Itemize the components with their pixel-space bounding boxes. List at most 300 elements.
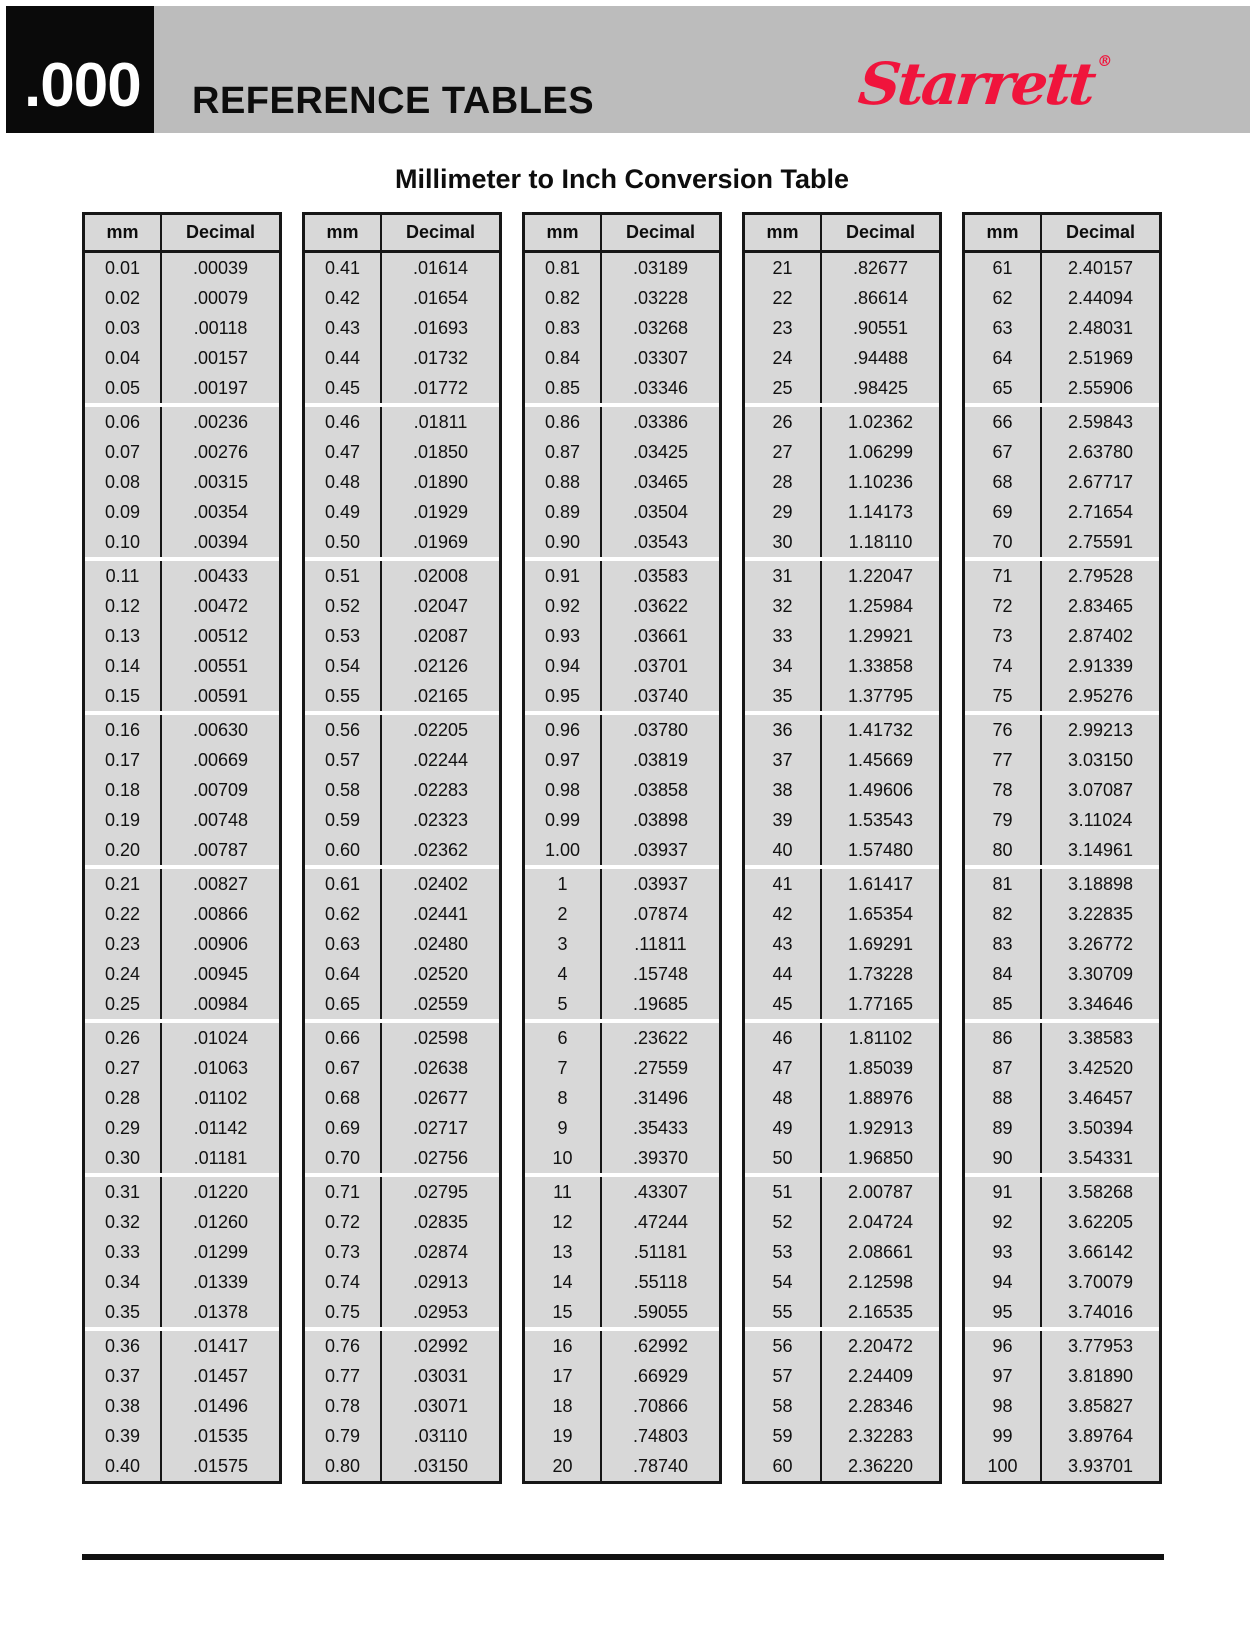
- decimal-cell: .98425: [822, 373, 939, 403]
- table-row: [525, 805, 719, 835]
- table-row-group: [965, 1331, 1159, 1481]
- mm-cell: 13: [525, 1237, 602, 1267]
- mm-cell: 88: [965, 1083, 1042, 1113]
- decimal-cell: 2.32283: [822, 1421, 939, 1451]
- table-header-row: [305, 215, 499, 253]
- decimal-cell: 2.59843: [1042, 407, 1159, 437]
- decimal-cell: .02992: [382, 1331, 499, 1361]
- decimal-cell: .01890: [382, 467, 499, 497]
- mm-cell: 0.95: [525, 681, 602, 711]
- table-row: [965, 651, 1159, 681]
- table-row: [965, 373, 1159, 403]
- mm-cell: 0.57: [305, 745, 382, 775]
- mm-cell: 0.66: [305, 1023, 382, 1053]
- decimal-cell: 2.55906: [1042, 373, 1159, 403]
- mm-cell: 54: [745, 1267, 822, 1297]
- decimal-cell: 3.38583: [1042, 1023, 1159, 1053]
- table-row: [745, 1451, 939, 1481]
- decimal-cell: 3.18898: [1042, 869, 1159, 899]
- decimal-cell: .00630: [162, 715, 279, 745]
- table-row: [525, 1297, 719, 1327]
- table-row: [745, 253, 939, 283]
- decimal-cell: .00118: [162, 313, 279, 343]
- decimal-cell: 3.66142: [1042, 1237, 1159, 1267]
- table-row: [745, 805, 939, 835]
- decimal-cell: .02205: [382, 715, 499, 745]
- mm-cell: 91: [965, 1177, 1042, 1207]
- decimal-cell: .03307: [602, 343, 719, 373]
- mm-cell: 0.39: [85, 1421, 162, 1451]
- decimal-cell: .03937: [602, 869, 719, 899]
- decimal-cell: 1.69291: [822, 929, 939, 959]
- mm-cell: 86: [965, 1023, 1042, 1053]
- decimal-cell: .03740: [602, 681, 719, 711]
- decimal-cell: 3.50394: [1042, 1113, 1159, 1143]
- decimal-cell: 1.14173: [822, 497, 939, 527]
- mm-cell: 0.27: [85, 1053, 162, 1083]
- mm-cell: 3: [525, 929, 602, 959]
- mm-cell: 0.67: [305, 1053, 382, 1083]
- mm-cell: 80: [965, 835, 1042, 865]
- mm-cell: 18: [525, 1391, 602, 1421]
- decimal-cell: 2.79528: [1042, 561, 1159, 591]
- mm-cell: 94: [965, 1267, 1042, 1297]
- table-row: [965, 1083, 1159, 1113]
- mm-cell: 2: [525, 899, 602, 929]
- mm-cell: 0.31: [85, 1177, 162, 1207]
- decimal-cell: 1.25984: [822, 591, 939, 621]
- mm-cell: 81: [965, 869, 1042, 899]
- decimal-cell: .02677: [382, 1083, 499, 1113]
- decimal-cell: .00276: [162, 437, 279, 467]
- decimal-cell: .00039: [162, 253, 279, 283]
- mm-cell: 77: [965, 745, 1042, 775]
- decimal-cell: .15748: [602, 959, 719, 989]
- table-row: [525, 745, 719, 775]
- table-row: [525, 283, 719, 313]
- decimal-cell: 3.42520: [1042, 1053, 1159, 1083]
- mm-cell: 0.84: [525, 343, 602, 373]
- table-row: [85, 527, 279, 557]
- decimal-cell: .00157: [162, 343, 279, 373]
- table-row: [745, 1361, 939, 1391]
- table-row: [305, 1113, 499, 1143]
- table-row-group: [85, 561, 279, 711]
- decimal-cell: .01142: [162, 1113, 279, 1143]
- decimal-cell: .03110: [382, 1421, 499, 1451]
- mm-cell: 7: [525, 1053, 602, 1083]
- mm-cell: 31: [745, 561, 822, 591]
- mm-cell: 24: [745, 343, 822, 373]
- decimal-cell: .00354: [162, 497, 279, 527]
- table-row: [745, 1023, 939, 1053]
- mm-cell: 0.74: [305, 1267, 382, 1297]
- decimal-cell: .01457: [162, 1361, 279, 1391]
- table-row: [305, 1083, 499, 1113]
- decimal-cell: 2.71654: [1042, 497, 1159, 527]
- table-row: [745, 1177, 939, 1207]
- mm-cell: 0.62: [305, 899, 382, 929]
- decimal-cell: .03780: [602, 715, 719, 745]
- table-row: [525, 561, 719, 591]
- conversion-table: [962, 212, 1162, 1484]
- table-row: [305, 1177, 499, 1207]
- decimal-cell: 2.91339: [1042, 651, 1159, 681]
- table-row: [745, 869, 939, 899]
- decimal-cell: .00433: [162, 561, 279, 591]
- decimal-cell: .02559: [382, 989, 499, 1019]
- decimal-cell: .00984: [162, 989, 279, 1019]
- mm-cell: 50: [745, 1143, 822, 1173]
- decimal-cell: .02244: [382, 745, 499, 775]
- table-row: [85, 651, 279, 681]
- mm-cell: 87: [965, 1053, 1042, 1083]
- table-row: [85, 775, 279, 805]
- mm-cell: 93: [965, 1237, 1042, 1267]
- decimal-cell: .01102: [162, 1083, 279, 1113]
- decimal-cell: .03425: [602, 437, 719, 467]
- mm-cell: 79: [965, 805, 1042, 835]
- mm-cell: 0.79: [305, 1421, 382, 1451]
- decimal-cell: .03819: [602, 745, 719, 775]
- table-row-group: [305, 1331, 499, 1481]
- table-row-group: [305, 715, 499, 865]
- mm-cell: 0.86: [525, 407, 602, 437]
- mm-cell: 75: [965, 681, 1042, 711]
- decimal-cell: .78740: [602, 1451, 719, 1481]
- column-header-mm: mm: [525, 215, 602, 250]
- table-row: [745, 1391, 939, 1421]
- mm-cell: 85: [965, 989, 1042, 1019]
- decimal-cell: 2.04724: [822, 1207, 939, 1237]
- table-row: [85, 497, 279, 527]
- decimal-cell: .03268: [602, 313, 719, 343]
- table-row: [965, 835, 1159, 865]
- table-row: [525, 929, 719, 959]
- mm-cell: 0.08: [85, 467, 162, 497]
- mm-cell: 0.25: [85, 989, 162, 1019]
- mm-cell: 43: [745, 929, 822, 959]
- table-row: [745, 621, 939, 651]
- mm-cell: 1: [525, 869, 602, 899]
- decimal-cell: .03150: [382, 1451, 499, 1481]
- table-row: [965, 929, 1159, 959]
- table-row: [85, 869, 279, 899]
- table-row-group: [965, 1177, 1159, 1327]
- table-row-group: [305, 869, 499, 1019]
- table-row: [965, 313, 1159, 343]
- decimal-cell: .27559: [602, 1053, 719, 1083]
- mm-cell: 97: [965, 1361, 1042, 1391]
- decimal-cell: .74803: [602, 1421, 719, 1451]
- decimal-cell: .01299: [162, 1237, 279, 1267]
- decimal-cell: .00866: [162, 899, 279, 929]
- mm-cell: 99: [965, 1421, 1042, 1451]
- decimal-cell: .02638: [382, 1053, 499, 1083]
- decimal-cell: .02717: [382, 1113, 499, 1143]
- mm-cell: 96: [965, 1331, 1042, 1361]
- table-row: [85, 1451, 279, 1481]
- table-row: [525, 1083, 719, 1113]
- table-row-group: [525, 407, 719, 557]
- mm-cell: 66: [965, 407, 1042, 437]
- table-row: [745, 651, 939, 681]
- table-row: [745, 283, 939, 313]
- decimal-cell: 2.40157: [1042, 253, 1159, 283]
- table-row: [965, 467, 1159, 497]
- mm-cell: 35: [745, 681, 822, 711]
- mm-cell: 0.53: [305, 621, 382, 651]
- decimal-cell: 1.45669: [822, 745, 939, 775]
- decimal-cell: 2.16535: [822, 1297, 939, 1327]
- table-row: [745, 1267, 939, 1297]
- mm-cell: 53: [745, 1237, 822, 1267]
- table-row: [85, 1113, 279, 1143]
- table-row: [305, 343, 499, 373]
- table-row: [305, 1143, 499, 1173]
- table-row: [745, 1331, 939, 1361]
- mm-cell: 60: [745, 1451, 822, 1481]
- table-row: [745, 1297, 939, 1327]
- mm-cell: 0.96: [525, 715, 602, 745]
- table-row: [525, 989, 719, 1019]
- table-row: [965, 1053, 1159, 1083]
- mm-cell: 0.97: [525, 745, 602, 775]
- mm-cell: 100: [965, 1451, 1042, 1481]
- mm-cell: 0.99: [525, 805, 602, 835]
- mm-cell: 46: [745, 1023, 822, 1053]
- decimal-cell: .02402: [382, 869, 499, 899]
- mm-cell: 84: [965, 959, 1042, 989]
- table-row: [305, 1421, 499, 1451]
- table-row: [745, 989, 939, 1019]
- decimal-cell: 3.11024: [1042, 805, 1159, 835]
- decimal-cell: .00315: [162, 467, 279, 497]
- mm-cell: 0.58: [305, 775, 382, 805]
- decimal-cell: 1.88976: [822, 1083, 939, 1113]
- table-row-group: [965, 869, 1159, 1019]
- mm-cell: 67: [965, 437, 1042, 467]
- mm-cell: 34: [745, 651, 822, 681]
- decimal-cell: .00787: [162, 835, 279, 865]
- table-row: [525, 651, 719, 681]
- mm-cell: 0.89: [525, 497, 602, 527]
- column-header-mm: mm: [305, 215, 382, 250]
- mm-cell: 0.06: [85, 407, 162, 437]
- table-row: [745, 959, 939, 989]
- mm-cell: 36: [745, 715, 822, 745]
- mm-cell: 4: [525, 959, 602, 989]
- decimal-cell: 2.87402: [1042, 621, 1159, 651]
- decimal-cell: 1.37795: [822, 681, 939, 711]
- decimal-cell: .02362: [382, 835, 499, 865]
- mm-cell: 78: [965, 775, 1042, 805]
- decimal-cell: .01693: [382, 313, 499, 343]
- table-row: [525, 959, 719, 989]
- table-row: [965, 1113, 1159, 1143]
- conversion-table: [742, 212, 942, 1484]
- table-header-row: [85, 215, 279, 253]
- decimal-cell: .00236: [162, 407, 279, 437]
- mm-cell: 0.15: [85, 681, 162, 711]
- decimal-cell: .00551: [162, 651, 279, 681]
- table-row: [305, 1451, 499, 1481]
- decimal-cell: 2.12598: [822, 1267, 939, 1297]
- section-code-box: [6, 6, 154, 133]
- table-row: [965, 899, 1159, 929]
- table-row: [525, 775, 719, 805]
- table-row: [85, 989, 279, 1019]
- decimal-cell: .31496: [602, 1083, 719, 1113]
- mm-cell: 82: [965, 899, 1042, 929]
- table-row: [305, 1053, 499, 1083]
- table-row: [965, 497, 1159, 527]
- decimal-cell: .23622: [602, 1023, 719, 1053]
- decimal-cell: 2.20472: [822, 1331, 939, 1361]
- decimal-cell: .03583: [602, 561, 719, 591]
- decimal-cell: 1.41732: [822, 715, 939, 745]
- mm-cell: 0.18: [85, 775, 162, 805]
- mm-cell: 0.59: [305, 805, 382, 835]
- table-row: [965, 1331, 1159, 1361]
- table-row: [85, 1237, 279, 1267]
- mm-cell: 23: [745, 313, 822, 343]
- table-row: [525, 343, 719, 373]
- mm-cell: 49: [745, 1113, 822, 1143]
- table-row: [745, 1053, 939, 1083]
- table-row: [85, 407, 279, 437]
- table-row: [965, 681, 1159, 711]
- bottom-rule: [82, 1554, 1164, 1560]
- table-row: [85, 1361, 279, 1391]
- decimal-cell: .01969: [382, 527, 499, 557]
- mm-cell: 0.50: [305, 527, 382, 557]
- mm-cell: 0.04: [85, 343, 162, 373]
- mm-cell: 0.54: [305, 651, 382, 681]
- decimal-cell: .19685: [602, 989, 719, 1019]
- decimal-cell: .01575: [162, 1451, 279, 1481]
- mm-cell: 17: [525, 1361, 602, 1391]
- decimal-cell: .59055: [602, 1297, 719, 1327]
- table-row: [525, 1023, 719, 1053]
- decimal-cell: 1.65354: [822, 899, 939, 929]
- mm-cell: 0.80: [305, 1451, 382, 1481]
- mm-cell: 0.48: [305, 467, 382, 497]
- mm-cell: 76: [965, 715, 1042, 745]
- decimal-cell: 1.73228: [822, 959, 939, 989]
- decimal-cell: .00472: [162, 591, 279, 621]
- table-row-group: [745, 715, 939, 865]
- decimal-cell: .90551: [822, 313, 939, 343]
- decimal-cell: 1.77165: [822, 989, 939, 1019]
- mm-cell: 0.72: [305, 1207, 382, 1237]
- table-row: [745, 715, 939, 745]
- mm-cell: 30: [745, 527, 822, 557]
- decimal-cell: .11811: [602, 929, 719, 959]
- decimal-cell: .03228: [602, 283, 719, 313]
- mm-cell: 15: [525, 1297, 602, 1327]
- table-row: [85, 1143, 279, 1173]
- table-row: [85, 313, 279, 343]
- mm-cell: 69: [965, 497, 1042, 527]
- decimal-cell: .94488: [822, 343, 939, 373]
- table-row: [85, 681, 279, 711]
- table-row-group: [305, 561, 499, 711]
- reference-tables-banner: [154, 6, 1250, 133]
- decimal-cell: 3.85827: [1042, 1391, 1159, 1421]
- decimal-cell: 2.51969: [1042, 343, 1159, 373]
- table-row: [525, 621, 719, 651]
- decimal-cell: 2.28346: [822, 1391, 939, 1421]
- decimal-cell: .02874: [382, 1237, 499, 1267]
- decimal-cell: .00709: [162, 775, 279, 805]
- decimal-cell: .03031: [382, 1361, 499, 1391]
- table-row: [305, 1267, 499, 1297]
- mm-cell: 0.03: [85, 313, 162, 343]
- decimal-cell: 3.70079: [1042, 1267, 1159, 1297]
- table-row: [745, 313, 939, 343]
- table-row: [745, 1113, 939, 1143]
- decimal-cell: .01850: [382, 437, 499, 467]
- table-row: [965, 343, 1159, 373]
- content-area: [82, 146, 1162, 1484]
- mm-cell: 0.44: [305, 343, 382, 373]
- mm-cell: 14: [525, 1267, 602, 1297]
- table-row: [305, 929, 499, 959]
- mm-cell: 0.60: [305, 835, 382, 865]
- table-row: [305, 467, 499, 497]
- mm-cell: 0.76: [305, 1331, 382, 1361]
- table-row-group: [965, 253, 1159, 403]
- table-row-group: [965, 715, 1159, 865]
- page-title: Millimeter to Inch Conversion Table: [394, 164, 850, 194]
- decimal-cell: .03504: [602, 497, 719, 527]
- table-row-group: [525, 561, 719, 711]
- mm-cell: 0.77: [305, 1361, 382, 1391]
- mm-cell: 0.41: [305, 253, 382, 283]
- table-row: [85, 253, 279, 283]
- decimal-cell: .02598: [382, 1023, 499, 1053]
- table-header-row: [745, 215, 939, 253]
- mm-cell: 0.61: [305, 869, 382, 899]
- decimal-cell: 3.81890: [1042, 1361, 1159, 1391]
- decimal-cell: .39370: [602, 1143, 719, 1173]
- mm-cell: 58: [745, 1391, 822, 1421]
- table-row-group: [525, 869, 719, 1019]
- table-row: [965, 1391, 1159, 1421]
- table-header-row: [525, 215, 719, 253]
- table-row: [85, 1331, 279, 1361]
- decimal-cell: .01929: [382, 497, 499, 527]
- mm-cell: 0.34: [85, 1267, 162, 1297]
- table-row: [525, 1143, 719, 1173]
- decimal-cell: .01535: [162, 1421, 279, 1451]
- table-row-group: [525, 1331, 719, 1481]
- mm-cell: 0.52: [305, 591, 382, 621]
- decimal-cell: .00394: [162, 527, 279, 557]
- table-row: [965, 775, 1159, 805]
- decimal-cell: 1.81102: [822, 1023, 939, 1053]
- table-row: [525, 1361, 719, 1391]
- mm-cell: 0.29: [85, 1113, 162, 1143]
- mm-cell: 0.11: [85, 561, 162, 591]
- table-row: [85, 899, 279, 929]
- mm-cell: 55: [745, 1297, 822, 1327]
- table-row: [85, 621, 279, 651]
- column-header-decimal: Decimal: [405, 222, 476, 243]
- decimal-cell: .02283: [382, 775, 499, 805]
- table-row: [525, 1177, 719, 1207]
